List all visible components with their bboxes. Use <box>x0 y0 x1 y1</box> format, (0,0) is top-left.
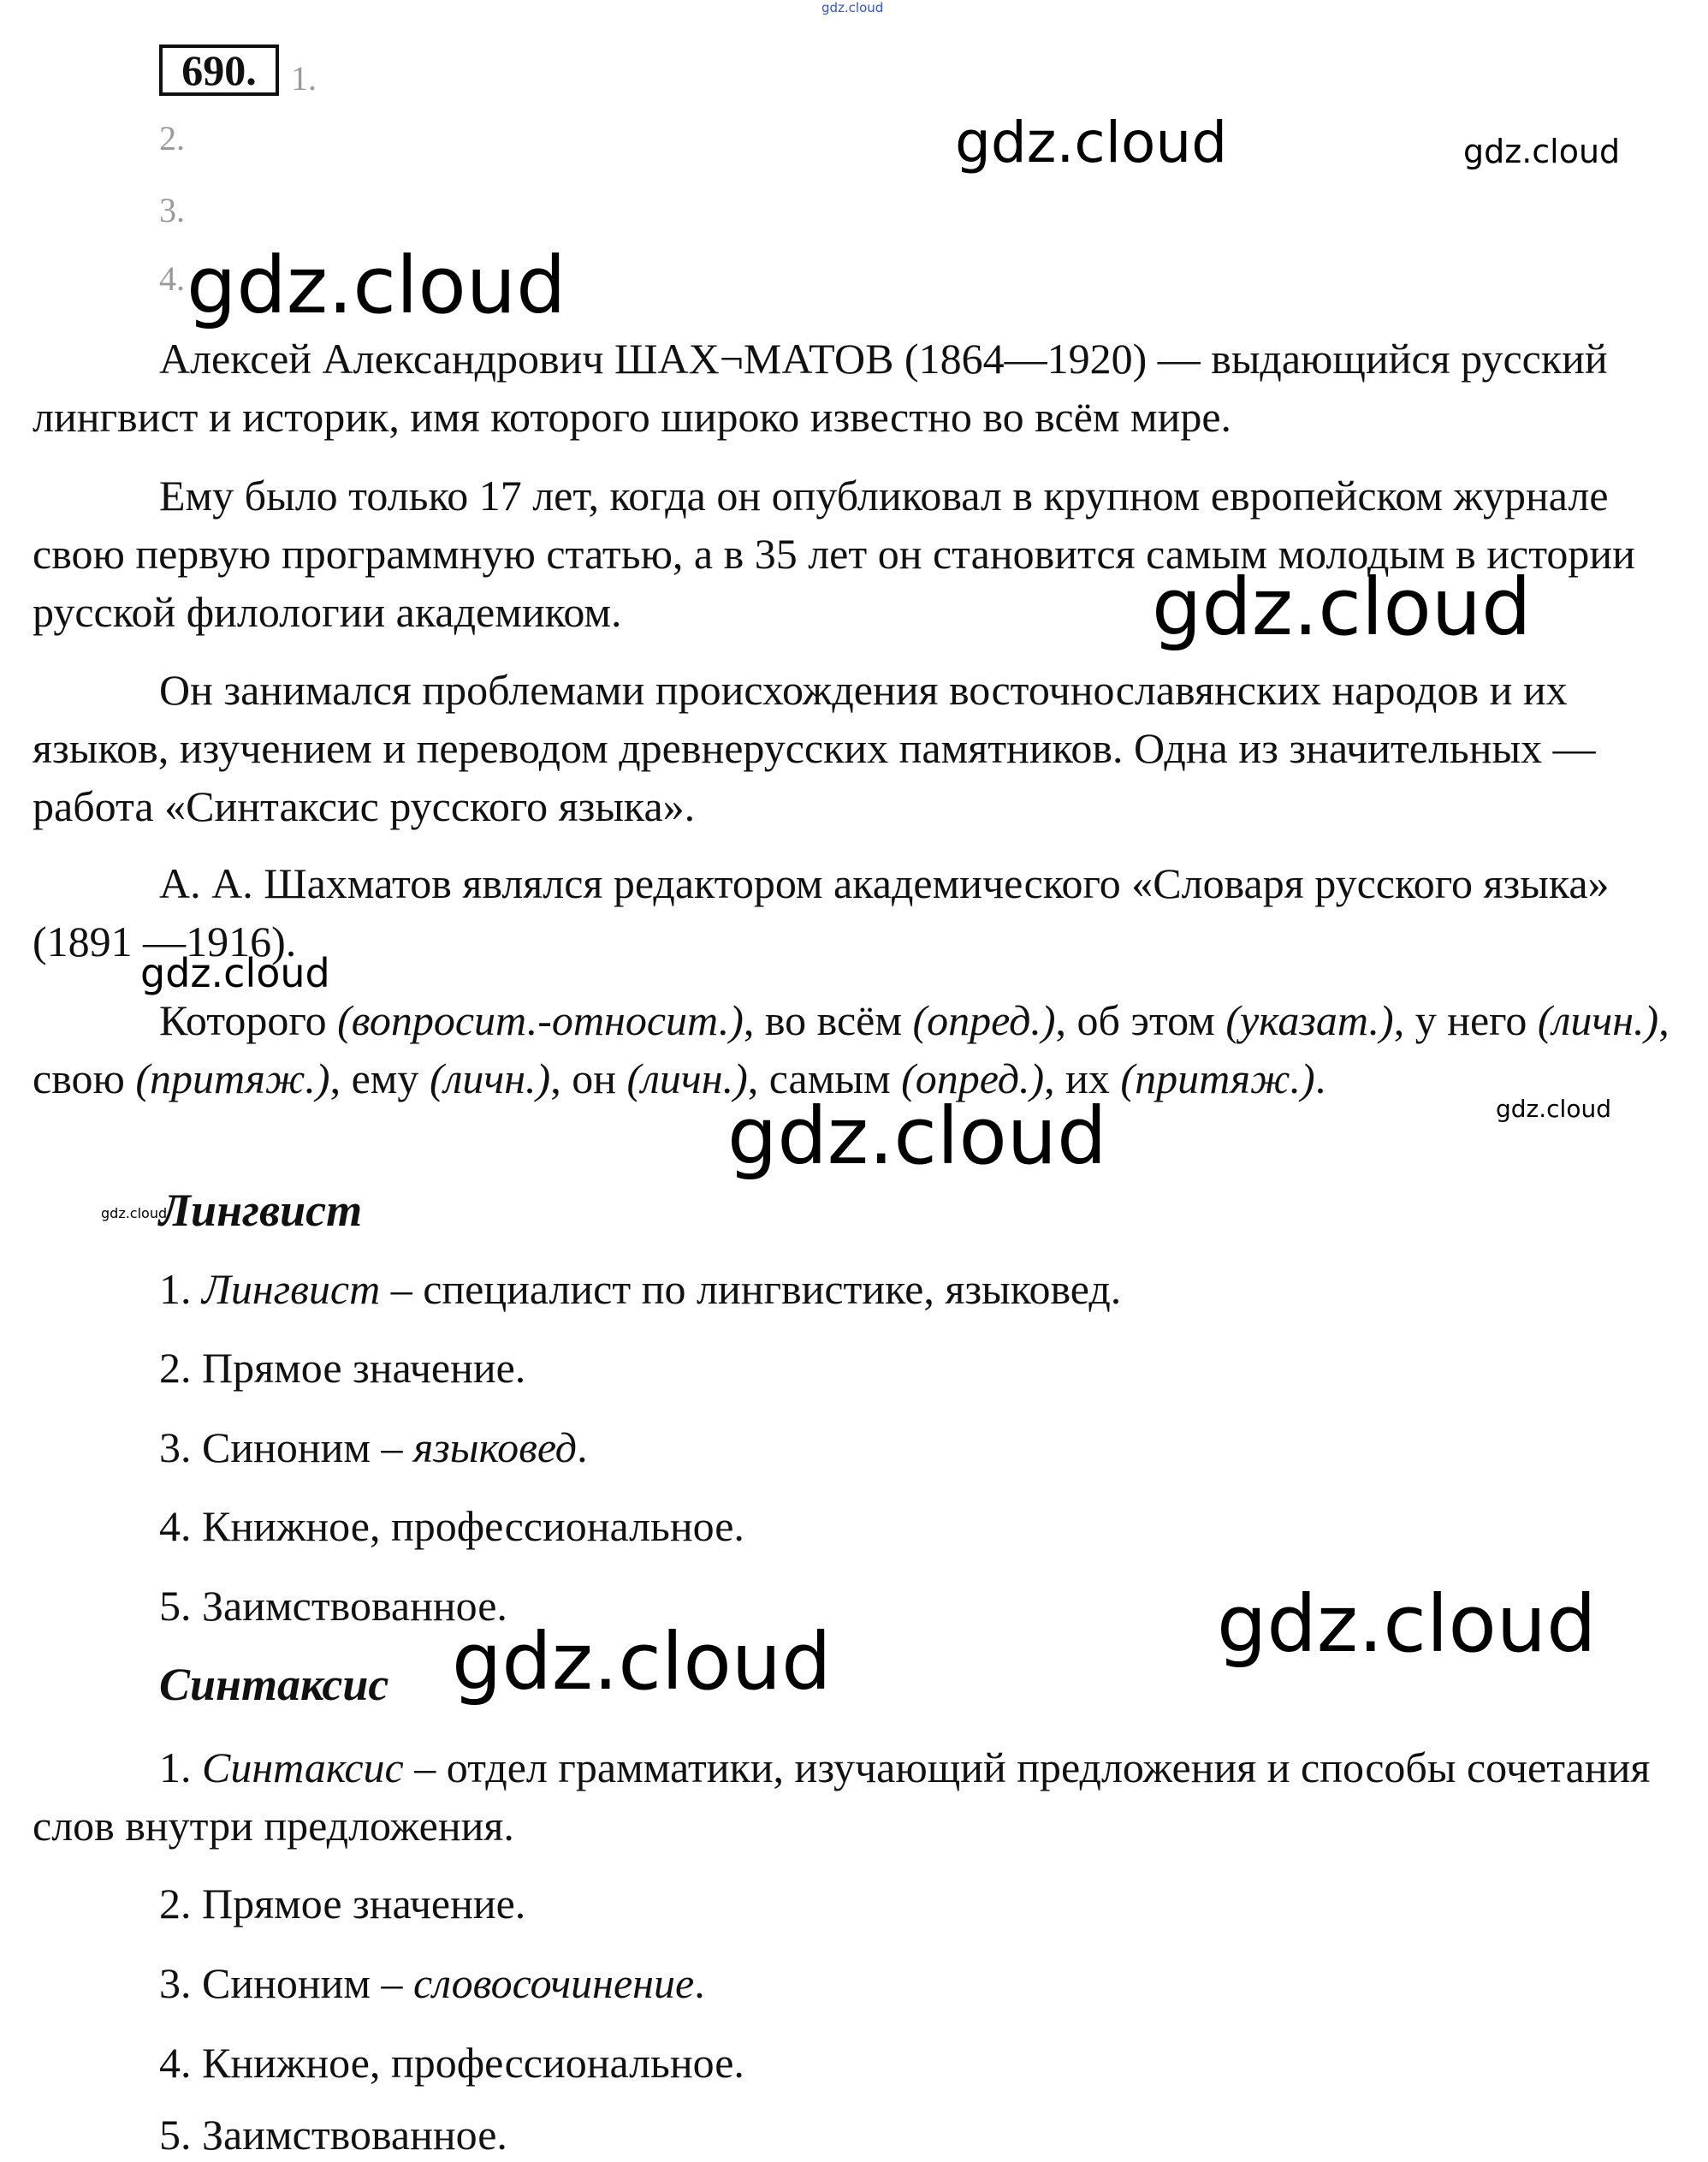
item-synonym: словосочинение <box>413 1959 695 2007</box>
pronoun-word: , ему <box>329 1054 419 1102</box>
syntax-item-4: 4. Книжное, профессиональное. <box>159 2039 744 2087</box>
watermark: gdz.cloud <box>140 950 330 996</box>
syntax-item-1 <box>33 1738 1675 1855</box>
item-definition: – специалист по лингвистике, языковед. <box>380 1265 1122 1313</box>
exercise-number: 690. <box>159 45 279 96</box>
pronoun-type: (опред.) <box>901 1054 1045 1102</box>
section-heading-linguist: Лингвист <box>159 1185 363 1236</box>
item-synonym: языковед <box>413 1423 578 1471</box>
paragraph-pronouns <box>33 991 1675 1108</box>
item-definition: – отдел грамматики, изучающий предложения и способы сочетания слов внутри предложения. <box>33 1743 1651 1850</box>
faint-number-4: 4. <box>159 259 185 298</box>
item-label: 3. Синоним – <box>159 1423 414 1471</box>
watermark: gdz.cloud <box>187 240 566 331</box>
pronoun-word: , об этом <box>1055 996 1215 1044</box>
watermark: gdz.cloud <box>101 1205 168 1221</box>
pronoun-word: , свою <box>33 996 1669 1102</box>
faint-number-2: 2. <box>159 119 185 157</box>
item-end: . <box>577 1423 588 1471</box>
pronoun-type: (указат.) <box>1225 996 1394 1044</box>
item-term: Синтаксис <box>202 1743 404 1791</box>
pronoun-word: , их <box>1044 1054 1110 1102</box>
item-number: 1. <box>159 1265 192 1313</box>
paragraph-research: Он занимался проблемами происхождения восточнославянских народов и их языков, изучением и переводом древнерусских памятников. Одна из значительных — работа «Синтаксис русского языка». <box>33 666 1596 830</box>
item-label: 3. Синоним – <box>159 1959 414 2007</box>
item-term: Лингвист <box>202 1265 381 1313</box>
watermark: gdz.cloud <box>727 1090 1107 1182</box>
watermark: gdz.cloud <box>452 1616 832 1708</box>
linguist-item-4: 4. Книжное, профессиональное. <box>159 1502 744 1550</box>
item-number: 1. <box>159 1743 192 1791</box>
pronoun-word: Которого <box>159 996 327 1044</box>
linguist-item-1 <box>159 1263 1121 1315</box>
pronoun-word: . <box>1314 1054 1326 1102</box>
syntax-item-2: 2. Прямое значение. <box>159 1880 526 1927</box>
pronoun-type: (притяж.) <box>135 1054 330 1102</box>
pronoun-word: , он <box>550 1054 616 1102</box>
pronoun-type: (притяж.) <box>1120 1054 1315 1102</box>
linguist-item-2: 2. Прямое значение. <box>159 1344 526 1392</box>
pronoun-type: (личн.) <box>626 1054 748 1102</box>
watermark: gdz.cloud <box>1496 1095 1611 1123</box>
pronoun-type: (вопросит.-относит.) <box>337 996 744 1044</box>
watermark: gdz.cloud <box>955 110 1228 175</box>
faint-number-3: 3. <box>159 191 185 229</box>
pronoun-word: , у него <box>1393 996 1527 1044</box>
pronoun-type: (личн.) <box>1537 996 1659 1044</box>
watermark-small-top: gdz.cloud <box>821 0 884 15</box>
watermark: gdz.cloud <box>1217 1578 1597 1670</box>
paragraph-dictionary: А. А. Шахматов являлся редактором академического «Словаря русского языка» (1891 —1916). <box>33 859 1610 965</box>
watermark: gdz.cloud <box>1463 133 1621 170</box>
syntax-item-3 <box>159 1957 705 2009</box>
pronoun-type: (личн.) <box>429 1054 551 1102</box>
linguist-item-5: 5. Заимствованное. <box>159 1582 507 1630</box>
paragraph-intro: Алексей Александрович ШАХ¬МАТОВ (1864—1920) — выдающийся русский лингвист и историк, имя которого широко известно во всём мире. <box>33 335 1608 441</box>
pronoun-word: , во всём <box>743 996 902 1044</box>
item-end: . <box>694 1959 705 2007</box>
paragraph-biography: Ему было только 17 лет, когда он опубликовал в крупном европейском журнале свою первую программную статью, а в 35 лет он становится самым молодым в истории русской филологии академиком. <box>33 472 1635 636</box>
syntax-item-5: 5. Заимствованное. <box>159 2111 507 2159</box>
linguist-item-3 <box>159 1422 588 1473</box>
watermark: gdz.cloud <box>1152 561 1532 653</box>
section-heading-syntax: Синтаксис <box>159 1659 389 1710</box>
faint-number-1: 1. <box>291 59 317 98</box>
pronoun-type: (опред.) <box>912 996 1056 1044</box>
pronoun-word: , самым <box>747 1054 891 1102</box>
